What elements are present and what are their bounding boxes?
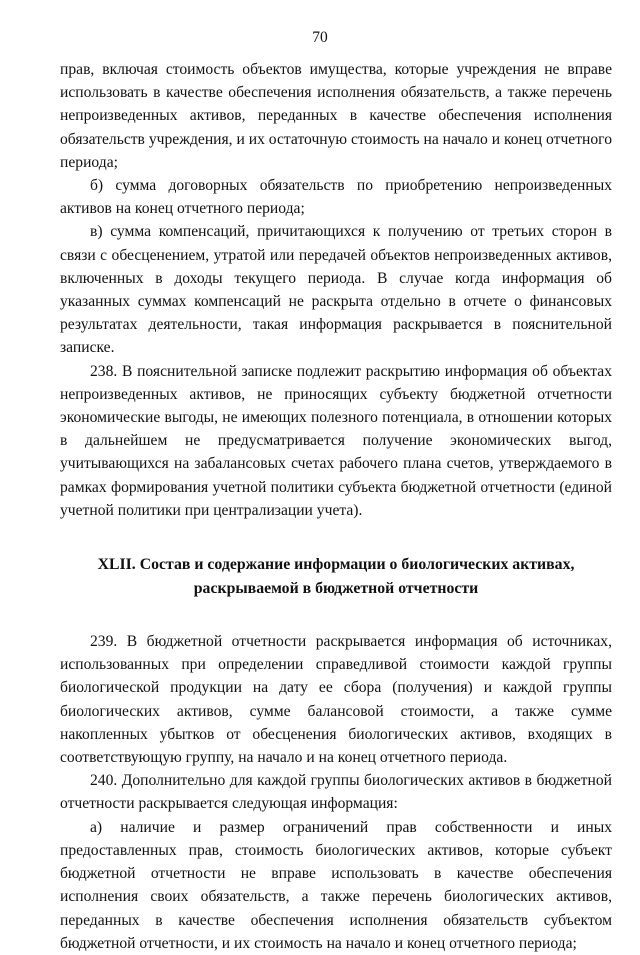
paragraph-item-a: а) наличие и размер ограничений прав собственности и иных предоставленных прав, стоимость биологических активов, которые субъект бюджетной отчетности не вправе использовать в качестве обеспечения исполнения своих обязательств, а также перечень биологических активов, переданных в качестве обеспечения исполнения обязательств субъектом бюджетной отчетности, и их стоимость на начало и конец отчетного периода; <box>60 818 612 952</box>
section-heading-line2: раскрываемой в бюджетной отчетности <box>193 579 479 597</box>
document-body <box>60 58 612 955</box>
paragraph-240: 240. Дополнительно для каждой группы биологических активов в бюджетной отчетности раскрывается следующая информация: <box>60 772 612 813</box>
paragraph-238: 238. В пояснительной записке подлежит раскрытию информация об объектах непроизведенных активов, не приносящих субъекту бюджетной отчетности экономические выгоды, не имеющих полезного потенциала, в отношении которых в дальнейшем не предусматривается получение экономических выгод, учитывающихся на забалансовых счетах рабочего плана счетов, утверждаемого в рамках формирования учетной политики субъекта бюджетной отчетности (единой учетной политики при централизации учета). <box>60 362 612 519</box>
paragraph-239: 239. В бюджетной отчетности раскрывается информация об источниках, использованных при определении справедливой стоимости каждой группы биологической продукции на дату ее сбора (получения) и каждой группы биологических активов, сумме балансовой стоимости, а также сумме накопленных убытков от обесценения биологических активов, входящих в соответствующую группу, на начало и на конец отчетного периода. <box>60 633 612 767</box>
section-heading-line1: XLII. Состав и содержание информации о биологических активах, <box>97 556 575 574</box>
paragraph-rights-continuation: прав, включая стоимость объектов имущества, которые учреждения не вправе использовать в качестве обеспечения исполнения обязательств, а также перечень непроизведенных активов, переданных в качестве обеспечения исполнения обязательств учреждения, и их остаточную стоимость на начало и конец отчетного периода; <box>60 61 612 171</box>
paragraph-item-b: б) сумма договорных обязательств по приобретению непроизведенных активов на конец отчетного периода; <box>60 177 612 218</box>
paragraph-item-v: в) сумма компенсаций, причитающихся к получению от третьих сторон в связи с обесценением, утратой или передачей объектов непроизведенных активов, включенных в доходы текущего периода. В случае когда информация об указанных суммах компенсаций не раскрыта отдельно в отчете о финансовых результатах деятельности, такая информация раскрывается в пояснительной записке. <box>60 223 612 357</box>
section-heading <box>60 553 612 600</box>
page-number: 70 <box>312 29 328 46</box>
